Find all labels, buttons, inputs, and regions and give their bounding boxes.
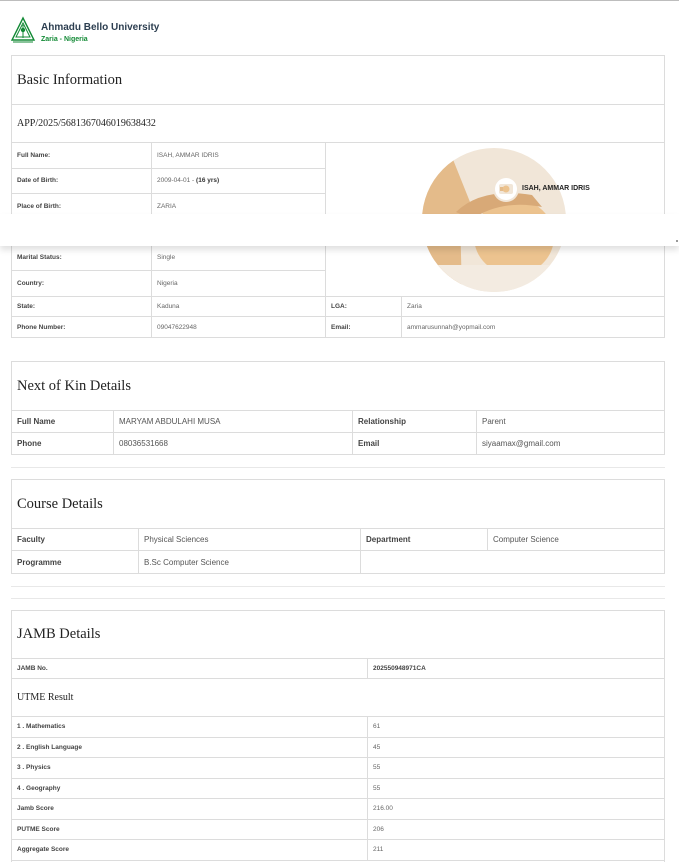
application-number: APP/2025/5681367046019638432 <box>12 105 664 143</box>
department-value: Computer Science <box>488 529 664 551</box>
state-label: State: <box>12 297 152 318</box>
dob-value <box>152 169 326 195</box>
utme-row-value: 216.00 <box>368 799 664 820</box>
basic-information-card <box>11 55 665 338</box>
kin-email-label: Email <box>353 433 477 454</box>
utme-row-value: 206 <box>368 820 664 841</box>
kin-relationship-value: Parent <box>477 411 664 433</box>
kin-email-value: siyaamax@gmail.com <box>482 439 561 448</box>
country-label: Country: <box>12 271 152 297</box>
divider <box>11 586 665 587</box>
marital-status-value: Single <box>152 245 326 271</box>
utme-result-heading: UTME Result <box>12 679 664 717</box>
utme-row-value: 55 <box>368 779 664 800</box>
email-value: ammarusunnah@yopmail.com <box>407 323 496 331</box>
university-location: Zaria - Nigeria <box>41 36 88 43</box>
university-name: Ahmadu Bello University <box>41 22 160 33</box>
pob-label: Place of Birth: <box>12 194 152 220</box>
utme-row-label: 1 . Mathematics <box>12 717 368 738</box>
section-title: Basic Information <box>12 56 664 105</box>
site-header <box>10 16 159 46</box>
faculty-label: Faculty <box>12 529 139 551</box>
utme-row-label: 4 . Geography <box>12 779 368 800</box>
programme-value: B.Sc Computer Science <box>139 551 361 573</box>
utme-row-label: Jamb Score <box>12 799 368 820</box>
next-of-kin-card <box>11 361 665 455</box>
utme-row-value: 61 <box>368 717 664 738</box>
jamb-no-label: JAMB No. <box>12 659 368 679</box>
email-label: Email: <box>326 317 402 337</box>
top-border <box>0 0 679 1</box>
department-label: Department <box>361 529 488 551</box>
utme-row-value: 45 <box>368 738 664 759</box>
user-thumbnail-icon <box>499 184 513 194</box>
utme-row-label: 2 . English Language <box>12 738 368 759</box>
pob-value: ZARIA <box>152 194 326 220</box>
faculty-value: Physical Sciences <box>139 529 361 551</box>
utme-row-label: Aggregate Score <box>12 840 368 861</box>
phone-value: 09047622948 <box>152 317 326 337</box>
phone-label: Phone Number: <box>12 317 152 337</box>
programme-label: Programme <box>12 551 139 573</box>
dob-date: 2009-04-01 - <box>157 177 195 185</box>
jamb-no-value: 202550948971CA <box>368 659 664 679</box>
kin-name-value: MARYAM ABDULAHI MUSA <box>114 411 353 433</box>
section-title: JAMB Details <box>12 611 664 659</box>
marital-status-label: Marital Status: <box>12 245 152 271</box>
jamb-details-card <box>11 610 665 862</box>
full-name-value: ISAH, AMMAR IDRIS <box>152 143 326 169</box>
avatar <box>495 178 517 200</box>
utme-row-value: 211 <box>368 840 664 861</box>
utme-row-label: PUTME Score <box>12 820 368 841</box>
divider <box>11 598 665 599</box>
state-value: Kaduna <box>152 297 326 318</box>
dob-label: Date of Birth: <box>12 169 152 195</box>
empty-cell <box>361 551 664 573</box>
kin-phone-label: Phone <box>12 433 114 454</box>
kin-phone-value: 08036531668 <box>114 433 353 454</box>
university-logo-icon <box>10 16 36 44</box>
lga-label: LGA: <box>326 297 402 318</box>
avatar-name: ISAH, AMMAR IDRIS <box>522 185 590 192</box>
dob-age: (16 yrs) <box>196 177 220 185</box>
country-value: Nigeria <box>152 271 326 297</box>
full-name-label: Full Name: <box>12 143 152 169</box>
section-title: Next of Kin Details <box>12 362 664 411</box>
overlay-marker <box>676 240 678 242</box>
divider <box>11 467 665 468</box>
course-details-card <box>11 479 665 574</box>
floating-overlay <box>0 214 679 246</box>
section-title: Course Details <box>12 480 664 529</box>
utme-row-value: 55 <box>368 758 664 779</box>
kin-name-label: Full Name <box>12 411 114 433</box>
utme-row-label: 3 . Physics <box>12 758 368 779</box>
kin-relationship-label: Relationship <box>353 411 477 433</box>
lga-value: Zaria <box>402 297 664 318</box>
